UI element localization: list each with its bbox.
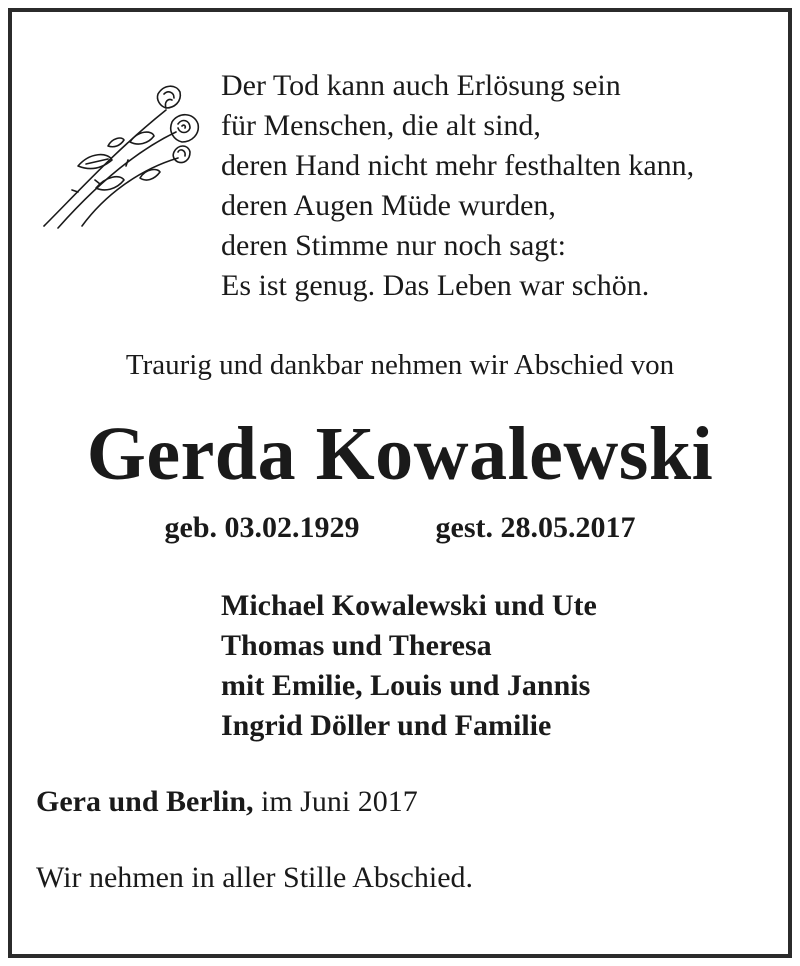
poem-line: Es ist genug. Das Leben war schön. [221, 269, 650, 302]
closing-note: Wir nehmen in aller Stille Abschied. [36, 861, 474, 894]
place-cities: Gera und Berlin, [36, 785, 254, 818]
poem-line: Der Tod kann auch Erlösung sein [221, 69, 621, 102]
poem-line: deren Hand nicht mehr festhalten kann, [221, 149, 695, 182]
poem [221, 66, 694, 306]
mourner-line: Michael Kowalewski und Ute [221, 589, 597, 622]
rose-icon [38, 80, 203, 235]
life-dates [0, 508, 800, 548]
poem-line: für Menschen, die alt sind, [221, 109, 541, 142]
death-date: gest. 28.05.2017 [435, 511, 636, 544]
poem-line: deren Augen Müde wurden, [221, 189, 556, 222]
deceased-name: Gerda Kowalewski [86, 412, 714, 496]
mourners-list [221, 586, 597, 746]
place-and-date [36, 782, 418, 822]
mourner-line: Ingrid Döller und Familie [221, 709, 552, 742]
notice-date: im Juni 2017 [261, 785, 418, 818]
mourner-line: Thomas und Theresa [221, 629, 492, 662]
farewell-intro: Traurig und dankbar nehmen wir Abschied von [125, 349, 675, 381]
mourner-line: mit Emilie, Louis und Jannis [221, 669, 591, 702]
poem-line: deren Stimme nur noch sagt: [221, 229, 566, 262]
birth-date: geb. 03.02.1929 [164, 511, 360, 544]
